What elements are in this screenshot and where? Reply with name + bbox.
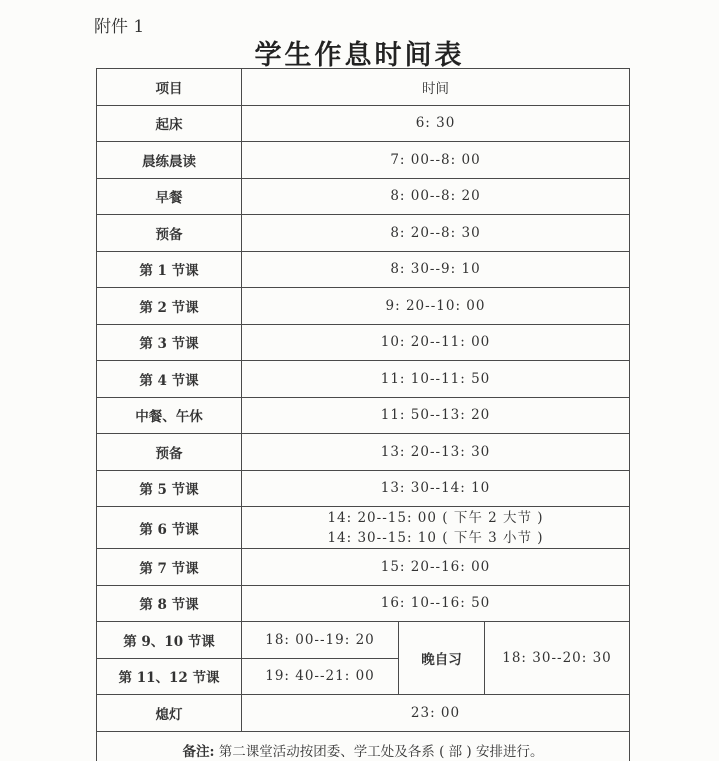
header-time: 时间	[242, 69, 630, 106]
row-time: 15: 20--16: 00	[242, 549, 630, 586]
table-row	[97, 142, 630, 179]
evening-study-label: 晚自习	[399, 622, 485, 695]
row-time: 6: 30	[242, 105, 630, 142]
row-time: 11: 50--13: 20	[242, 397, 630, 434]
row-time: 13: 30--14: 10	[242, 470, 630, 507]
schedule-table	[96, 68, 630, 761]
row-time: 16: 10--16: 50	[242, 585, 630, 622]
table-row	[97, 178, 630, 215]
row-time: 8: 00--8: 20	[242, 178, 630, 215]
table-row	[97, 361, 630, 398]
table-row	[97, 470, 630, 507]
row-item: 第 7 节课	[97, 549, 242, 586]
row-item: 预备	[97, 215, 242, 252]
header-item: 项目	[97, 69, 242, 106]
row-item: 晨练晨读	[97, 142, 242, 179]
row-time: 11: 10--11: 50	[242, 361, 630, 398]
row-item: 第 2 节课	[97, 288, 242, 325]
row-item: 第 6 节课	[97, 507, 242, 549]
row-item: 预备	[97, 434, 242, 471]
row-item: 中餐、午休	[97, 397, 242, 434]
row-time: 7: 00--8: 00	[242, 142, 630, 179]
row-time: 9: 20--10: 00	[242, 288, 630, 325]
row-item: 第 11、12 节课	[97, 658, 242, 695]
note-text: 第二课堂活动按团委、学工处及各系 ( 部 ) 安排进行。	[218, 743, 544, 760]
table-header-row	[97, 69, 630, 106]
row-time: 18: 00--19: 20	[242, 622, 399, 659]
row-time: 13: 20--13: 30	[242, 434, 630, 471]
table-row	[97, 251, 630, 288]
row-time-line: 14: 30--15: 10 ( 下午 3 小节 )	[327, 529, 544, 546]
note-cell	[97, 731, 630, 761]
row-item: 第 4 节课	[97, 361, 242, 398]
row-time: 10: 20--11: 00	[242, 324, 630, 361]
row-time: 8: 30--9: 10	[242, 251, 630, 288]
row-item: 起床	[97, 105, 242, 142]
row-item: 第 5 节课	[97, 470, 242, 507]
table-row	[97, 324, 630, 361]
table-row	[97, 549, 630, 586]
evening-study-time: 18: 30--20: 30	[485, 622, 630, 695]
row-item: 早餐	[97, 178, 242, 215]
page-title: 学生作息时间表	[254, 40, 465, 71]
table-row	[97, 585, 630, 622]
row-item: 第 8 节课	[97, 585, 242, 622]
row-time	[242, 507, 630, 549]
table-row	[97, 397, 630, 434]
row-item: 熄灯	[97, 695, 242, 732]
row-time: 8: 20--8: 30	[242, 215, 630, 252]
table-row	[97, 507, 630, 549]
attachment-label: 附件 1	[94, 17, 145, 37]
table-row	[97, 288, 630, 325]
table-row	[97, 434, 630, 471]
table-row	[97, 622, 630, 659]
row-time: 23: 00	[242, 695, 630, 732]
note-label: 备注:	[182, 743, 215, 760]
note-row	[97, 731, 630, 761]
row-item: 第 1 节课	[97, 251, 242, 288]
row-item: 第 9、10 节课	[97, 622, 242, 659]
table-row	[97, 105, 630, 142]
table-row	[97, 695, 630, 732]
table-row	[97, 215, 630, 252]
row-time: 19: 40--21: 00	[242, 658, 399, 695]
row-time-line: 14: 20--15: 00 ( 下午 2 大节 )	[327, 509, 544, 526]
row-item: 第 3 节课	[97, 324, 242, 361]
